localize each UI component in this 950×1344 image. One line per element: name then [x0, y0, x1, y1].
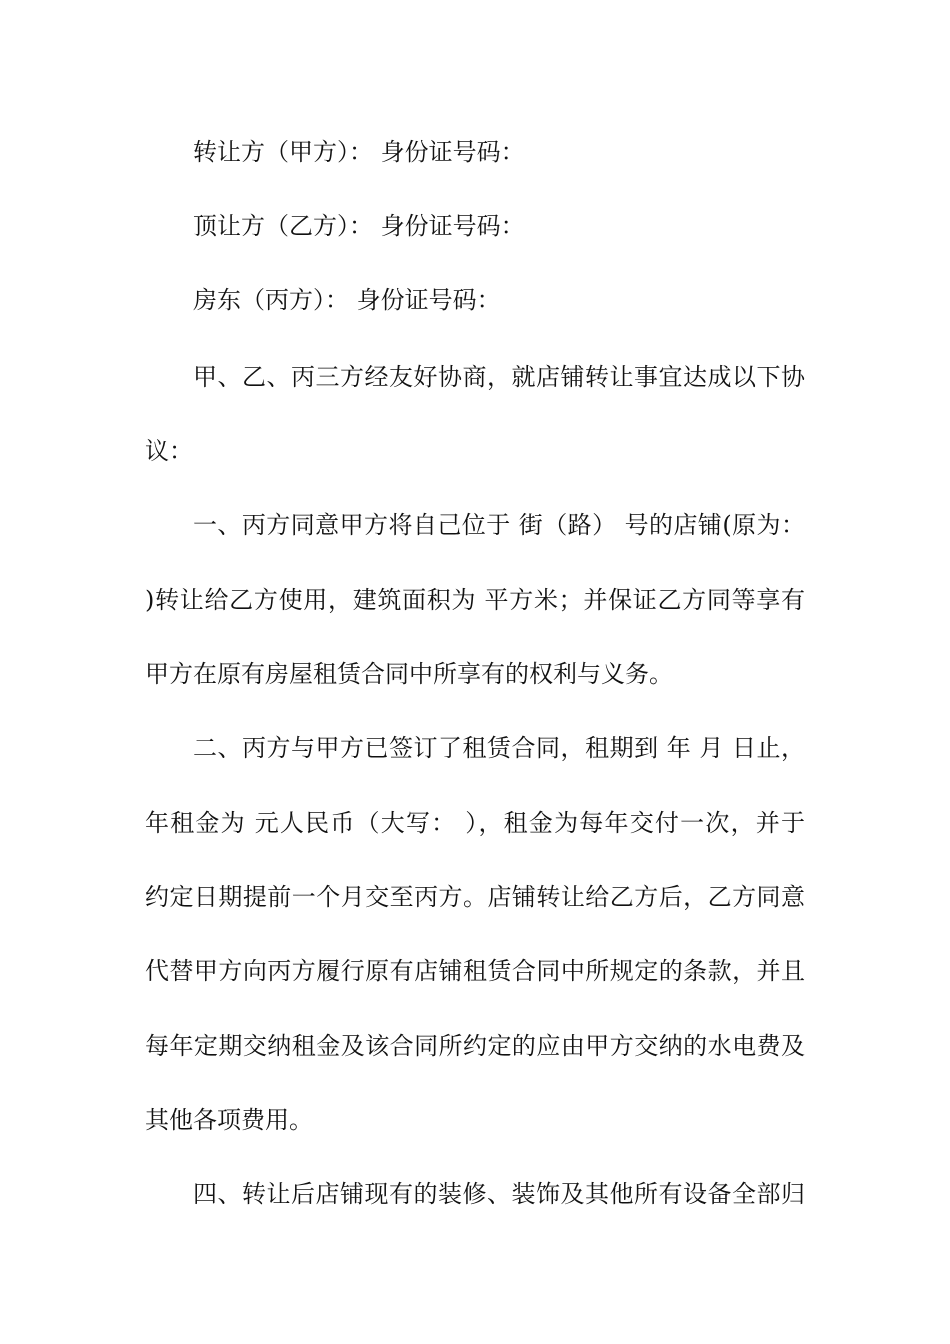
- clause-2-line-4: 代替甲方向丙方履行原有店铺租赁合同中所规定的条款，并且: [145, 957, 805, 985]
- transferor-line: 转让方（甲方）： 身份证号码：: [193, 138, 525, 166]
- clause-2-line-5: 每年定期交纳租金及该合同所约定的应由甲方交纳的水电费及: [145, 1032, 805, 1060]
- clause-2-line-6: 其他各项费用。: [145, 1106, 313, 1134]
- preamble-line-2: 议：: [145, 437, 193, 465]
- clause-4-line-1: 四、转让后店铺现有的装修、装饰及其他所有设备全部归: [193, 1180, 805, 1208]
- transferee-line: 顶让方（乙方）： 身份证号码：: [193, 212, 525, 240]
- clause-2-line-1: 二、丙方与甲方已签订了租赁合同，租期到 年 月 日止，: [193, 734, 805, 762]
- clause-1-line-2: )转让给乙方使用，建筑面积为 平方米；并保证乙方同等享有: [145, 586, 805, 614]
- clause-1-line-1: 一、丙方同意甲方将自己位于 街（路） 号的店铺(原为：: [193, 511, 805, 539]
- clause-2-line-3: 约定日期提前一个月交至丙方。店铺转让给乙方后，乙方同意: [145, 883, 805, 911]
- clause-2-line-2: 年租金为 元人民币（大写： ），租金为每年交付一次，并于: [145, 809, 805, 837]
- landlord-line: 房东（丙方）： 身份证号码：: [193, 286, 501, 314]
- preamble-line-1: 甲、乙、丙三方经友好协商，就店铺转让事宜达成以下协: [193, 363, 805, 391]
- clause-1-line-3: 甲方在原有房屋租赁合同中所享有的权利与义务。: [145, 660, 673, 688]
